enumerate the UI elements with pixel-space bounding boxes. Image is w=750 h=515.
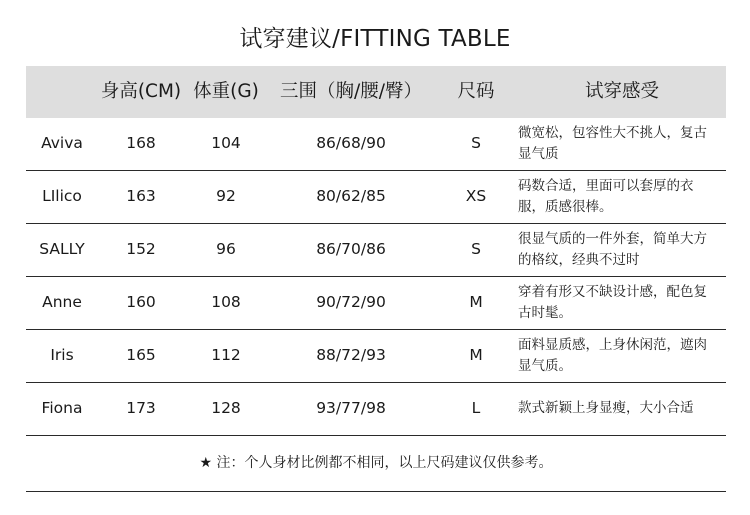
feedback-text: 穿着有形又不缺设计感，配色复古时髦。 — [518, 283, 707, 321]
cell-feedback — [518, 383, 726, 434]
cell-measurements: 88/72/93 — [316, 346, 386, 364]
cell-measurements: 86/68/90 — [316, 134, 386, 152]
cell-weight: 108 — [211, 293, 241, 311]
cell-measurements: 90/72/90 — [316, 293, 386, 311]
cell-feedback — [518, 330, 726, 381]
cell-size: M — [469, 346, 483, 364]
cell-name: Aviva — [41, 134, 83, 152]
cell-weight: 128 — [211, 399, 241, 417]
cell-measurements: 80/62/85 — [316, 187, 386, 205]
table-row — [26, 171, 726, 224]
cell-weight: 92 — [216, 187, 236, 205]
fitting-note: ★ 注：个人身材比例都不相同，以上尺码建议仅供参考。 — [199, 455, 553, 471]
fitting-table — [26, 66, 726, 492]
note-row — [26, 436, 726, 492]
cell-size: S — [471, 134, 481, 152]
page-title: 试穿建议/FITTING TABLE — [239, 26, 511, 52]
table-header — [26, 66, 726, 118]
table-row — [26, 383, 726, 436]
header-size: 尺码 — [457, 81, 495, 102]
cell-height: 173 — [126, 399, 156, 417]
cell-name: Fiona — [41, 399, 83, 417]
feedback-text: 很显气质的一件外套，简单大方的格纹，经典不过时 — [518, 230, 707, 268]
cell-size: M — [469, 293, 483, 311]
feedback-text: 码数合适，里面可以套厚的衣服，质感很棒。 — [518, 177, 694, 215]
cell-size: L — [471, 399, 481, 417]
table-row — [26, 224, 726, 277]
cell-measurements: 86/70/86 — [316, 240, 386, 258]
header-weight: 体重(G) — [193, 81, 259, 102]
cell-weight: 112 — [211, 346, 241, 364]
cell-height: 152 — [126, 240, 156, 258]
cell-weight: 104 — [211, 134, 241, 152]
cell-weight: 96 — [216, 240, 236, 258]
header-height: 身高(CM) — [100, 81, 182, 102]
header-feedback: 试穿感受 — [584, 81, 659, 102]
feedback-text: 款式新颖上身显瘦，大小合适 — [518, 400, 694, 416]
cell-name: SALLY — [39, 240, 85, 258]
cell-name: Iris — [50, 346, 74, 364]
cell-height: 168 — [126, 134, 156, 152]
cell-feedback — [518, 224, 726, 275]
cell-feedback — [518, 118, 726, 169]
table-row — [26, 277, 726, 330]
cell-name: LIlico — [42, 187, 82, 205]
feedback-text: 面料显质感，上身休闲范，遮肉显气质。 — [518, 336, 707, 374]
cell-height: 165 — [126, 346, 156, 364]
cell-size: S — [471, 240, 481, 258]
table-row — [26, 330, 726, 383]
cell-size: XS — [465, 187, 487, 205]
cell-height: 160 — [126, 293, 156, 311]
header-measurements: 三围（胸/腰/臀） — [280, 81, 422, 102]
cell-measurements: 93/77/98 — [316, 399, 386, 417]
cell-feedback — [518, 171, 726, 222]
table-row — [26, 118, 726, 171]
cell-name: Anne — [42, 293, 82, 311]
cell-feedback — [518, 277, 726, 328]
cell-height: 163 — [126, 187, 156, 205]
feedback-text: 微宽松，包容性大不挑人，复古 显气质 — [518, 124, 707, 162]
